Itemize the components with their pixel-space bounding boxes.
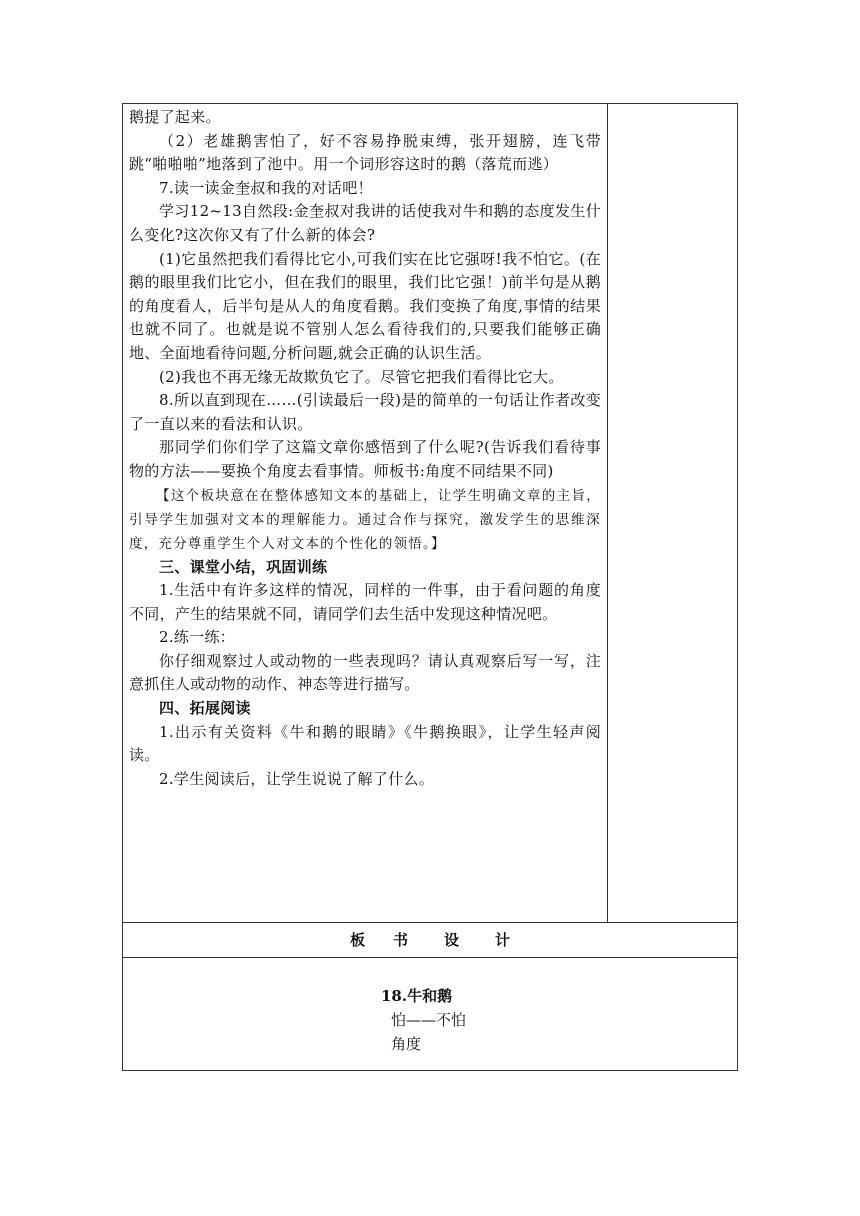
lesson-paragraph: 那同学们你们学了这篇文章你感悟到了什么呢?(告诉我们看待事物的方法——要换个角度去看事情。师板书:角度不同结果不同)	[129, 438, 601, 480]
board-title-char: 计	[495, 931, 511, 949]
lesson-paragraph: (2)我也不再无缘无故欺负它了。尽管它把我们看得比它大。	[159, 367, 564, 386]
design-note: 【这个板块意在在整体感知文本的基础上，让学生明确文章的主旨，引导学生加强对文本的理解能力。通过合作与探究，激发学生的思维深度，充分尊重学生个人对文本的个性化的领悟。】	[129, 487, 601, 552]
board-lesson-title: 18.牛和鹅	[381, 987, 453, 1005]
lesson-paragraph: (1)它虽然把我们看得比它小,可我们实在比它强呀!我不怕它。(在鹅的眼里我们比它小，但在我们的眼里，我们比它强！)前半句是从鹅的角度看人，后半句是从人的角度看鹅。我们变换了角度,事情的结果也就不同了。也就是说不管别人怎么看待我们的,只要我们能够正确地、全面地看待问题,分析问题,就会正确的认识生活。	[129, 249, 601, 362]
lesson-paragraph: 1.出示有关资料《牛和鹅的眼睛》《牛鹅换眼》，让学生轻声阅读。	[129, 722, 601, 765]
column-divider	[607, 104, 608, 922]
lesson-paragraph: 学习12~13自然段:金奎叔对我讲的话使我对牛和鹅的态度发生什么变化?这次你又有了什么新的体会?	[129, 202, 601, 244]
board-title-char: 设	[444, 931, 460, 949]
lesson-paragraph: 你仔细观察过人或动物的一些表现吗？请认真观察后写一写，注意抓住人或动物的动作、神态等进行描写。	[129, 651, 601, 694]
lesson-paragraph: 1.生活中有许多这样的情况，同样的一件事，由于看问题的角度不同，产生的结果就不同，请同学们去生活中发现这种情况吧。	[129, 581, 601, 623]
lesson-table	[122, 103, 738, 1071]
lesson-paragraph: 鹅提了起来。	[129, 108, 221, 126]
lesson-paragraph: 2.练一练：	[159, 628, 236, 647]
section-heading: 四、拓展阅读	[159, 699, 251, 718]
board-title-char: 板	[349, 931, 365, 949]
lesson-process-cell	[129, 106, 601, 791]
lesson-paragraph: 7.读一读金奎叔和我的对话吧！	[159, 178, 373, 197]
board-line: 怕——不怕	[391, 1011, 467, 1029]
lesson-paragraph: 2.学生阅读后，让学生说说了解了什么。	[159, 769, 435, 788]
lesson-paragraph: （2）老雄鹅害怕了，好不容易挣脱束缚，张开翅膀，连飞带跳“啪啪啪”地落到了池中。用一个词形容这时的鹅（落荒而逃）	[129, 131, 601, 174]
board-line: 角度	[391, 1035, 422, 1053]
row-divider	[123, 957, 737, 958]
board-title-char: 书	[392, 931, 408, 949]
board-design-header	[123, 923, 737, 957]
board-design-content	[381, 984, 466, 1056]
section-heading: 三、课堂小结，巩固训练	[159, 557, 328, 576]
lesson-paragraph: 8.所以直到现在……(引读最后一段)是的简单的一句话让作者改变了一直以来的看法和认识。	[129, 391, 601, 433]
